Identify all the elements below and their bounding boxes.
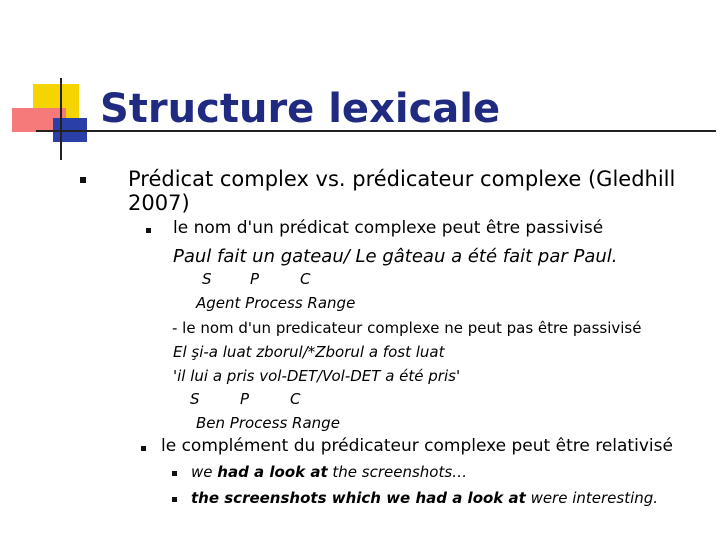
example1-sentence: Paul fait un gateau/ Le gâteau a été fait par Paul.: [173, 246, 618, 267]
example1-subject-label: S: [202, 270, 212, 288]
example1-complement-label: C: [300, 270, 311, 288]
example3-text: the screenshots…: [327, 463, 468, 481]
bullet-icon: [141, 446, 146, 451]
sub-bullet-relativise: le complément du prédicateur complexe peut être relativisé: [161, 436, 673, 456]
example2-line2: 'il lui a pris vol-DET/Vol-DET a été pris': [173, 367, 461, 385]
sub-bullet-passivise: le nom d'un prédicat complexe peut être passivisé: [173, 218, 604, 238]
bullet-icon: [172, 497, 177, 502]
example2-subject-label: S: [190, 390, 200, 408]
example3-emphasis: had a look at: [217, 463, 328, 481]
slide-title: Structure lexicale: [100, 86, 501, 132]
example3-text: we: [191, 463, 218, 481]
bullet-icon: [80, 177, 86, 183]
bullet-text-line1: Prédicat complex vs. prédicateur complexe (Gledhill: [128, 167, 676, 191]
example4-text: were interesting.: [525, 489, 659, 507]
example2-predicate-label: P: [240, 390, 250, 408]
bullet-text-line2: 2007): [128, 191, 190, 215]
bullet-icon: [146, 228, 151, 233]
note-not-passivise: - le nom d'un predicateur complexe ne peut pas être passivisé: [172, 319, 642, 337]
example3-line1: [191, 463, 467, 481]
example2-line1: El şi-a luat zborul/*Zborul a fost luat: [173, 343, 445, 361]
example4-emphasis: the screenshots which we had a look at: [191, 489, 526, 507]
example2-roles: Ben Process Range: [196, 414, 340, 432]
example1-roles: Agent Process Range: [196, 294, 356, 312]
decorative-vertical-line: [60, 78, 62, 160]
example2-complement-label: C: [290, 390, 301, 408]
example1-predicate-label: P: [250, 270, 260, 288]
bullet-icon: [172, 471, 177, 476]
example4-line1: [191, 489, 658, 507]
